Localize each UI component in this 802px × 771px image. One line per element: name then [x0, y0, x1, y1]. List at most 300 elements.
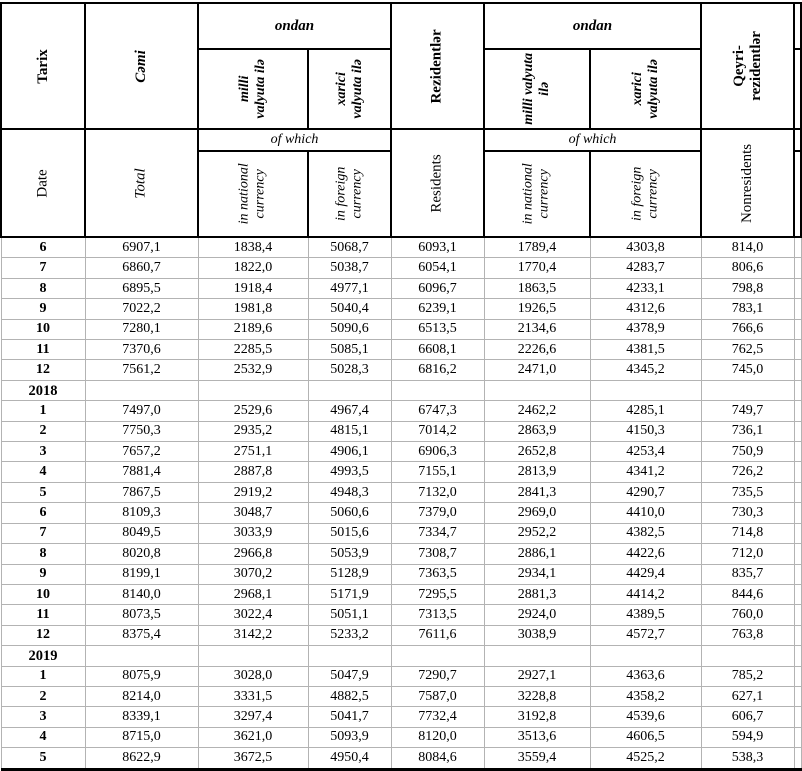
header-for-1-line1: in foreign	[333, 166, 349, 222]
table-row	[1, 666, 801, 686]
cell-value: 4363,6	[590, 666, 701, 686]
cell-value: 4993,5	[308, 462, 391, 482]
cell-value: 4410,0	[590, 503, 701, 523]
header-milli-1-line1: milli	[237, 75, 253, 103]
cell-value: 606,7	[701, 707, 794, 727]
row-label: 12	[1, 625, 85, 645]
table-body	[1, 237, 801, 769]
cell-value: 7308,7	[391, 544, 484, 564]
cutoff-cell	[794, 625, 801, 645]
statistics-table	[0, 2, 802, 771]
header-nat-1-line1: in national	[237, 163, 253, 225]
cell-value: 8020,8	[85, 544, 198, 564]
cutoff-cell	[794, 299, 801, 319]
cutoff-cell	[794, 605, 801, 625]
cutoff-column-header-a	[794, 3, 801, 49]
cell-value: 5085,1	[308, 340, 391, 360]
cell-value: 3297,4	[198, 707, 308, 727]
cell-value: 7363,5	[391, 564, 484, 584]
cell-value: 3331,5	[198, 686, 308, 706]
cell-value	[308, 646, 391, 666]
header-foreign-currency-2	[590, 151, 701, 237]
cell-value	[391, 646, 484, 666]
row-label: 6	[1, 503, 85, 523]
header-date	[1, 129, 85, 237]
cutoff-cell	[794, 380, 801, 400]
cell-value: 2966,8	[198, 544, 308, 564]
cell-value: 736,1	[701, 421, 794, 441]
cell-value: 3038,9	[484, 625, 590, 645]
cell-value: 2134,6	[484, 319, 590, 339]
cell-value: 2934,1	[484, 564, 590, 584]
table-row	[1, 748, 801, 769]
cell-value: 6895,5	[85, 278, 198, 298]
cell-value: 4389,5	[590, 605, 701, 625]
cell-value: 712,0	[701, 544, 794, 564]
row-label: 2	[1, 421, 85, 441]
cutoff-cell	[794, 482, 801, 502]
cell-value: 4358,2	[590, 686, 701, 706]
cell-value: 4906,1	[308, 442, 391, 462]
cell-value: 2841,3	[484, 482, 590, 502]
row-label: 1	[1, 401, 85, 421]
cell-value: 4290,7	[590, 482, 701, 502]
row-label: 4	[1, 727, 85, 747]
header-xarici-1-line2: valyuta ilə	[349, 59, 365, 119]
header-date-label: Date	[34, 168, 51, 198]
cell-value: 5047,9	[308, 666, 391, 686]
cell-value: 2471,0	[484, 360, 590, 380]
cell-value: 5233,2	[308, 625, 391, 645]
header-national-currency-1	[198, 151, 308, 237]
cell-value: 6816,2	[391, 360, 484, 380]
cell-value: 5093,9	[308, 727, 391, 747]
cell-value: 745,0	[701, 360, 794, 380]
cell-value: 4283,7	[590, 258, 701, 278]
cell-value: 7497,0	[85, 401, 198, 421]
cell-value	[590, 380, 701, 400]
header-xarici-1-line1: xarici	[333, 72, 349, 106]
row-label: 2018	[1, 380, 85, 400]
cell-value: 726,2	[701, 462, 794, 482]
cell-value: 3070,2	[198, 564, 308, 584]
cell-value: 749,7	[701, 401, 794, 421]
cell-value: 4378,9	[590, 319, 701, 339]
header-milli-2-line1: milli valyuta	[521, 53, 537, 125]
cell-value: 7334,7	[391, 523, 484, 543]
header-xarici-2-line1: xarici	[629, 72, 645, 106]
cell-value: 7611,6	[391, 625, 484, 645]
cutoff-cell	[794, 360, 801, 380]
cell-value: 2969,0	[484, 503, 590, 523]
cell-value	[198, 380, 308, 400]
cell-value: 6608,1	[391, 340, 484, 360]
cell-value: 3033,9	[198, 523, 308, 543]
cell-value: 4882,5	[308, 686, 391, 706]
header-of-which-1-label: of which	[270, 132, 319, 147]
header-milli-valyuta-2	[484, 49, 590, 129]
cell-value: 6906,3	[391, 442, 484, 462]
cell-value: 2863,9	[484, 421, 590, 441]
cell-value: 4312,6	[590, 299, 701, 319]
cell-value: 844,6	[701, 584, 794, 604]
cutoff-cell	[794, 442, 801, 462]
cell-value: 730,3	[701, 503, 794, 523]
cell-value: 7014,2	[391, 421, 484, 441]
cell-value: 763,8	[701, 625, 794, 645]
cell-value: 5171,9	[308, 584, 391, 604]
cutoff-cell	[794, 686, 801, 706]
header-total-label: Total	[133, 167, 150, 199]
cell-value: 3621,0	[198, 727, 308, 747]
row-label: 11	[1, 605, 85, 625]
cell-value: 6860,7	[85, 258, 198, 278]
cell-value: 3559,4	[484, 748, 590, 769]
year-row	[1, 380, 801, 400]
header-rezidentlar	[391, 3, 484, 129]
cell-value	[308, 380, 391, 400]
cell-value: 4967,4	[308, 401, 391, 421]
cell-value: 4345,2	[590, 360, 701, 380]
header-rezidentlar-label: Rezidentlər	[429, 28, 446, 104]
cell-value: 6093,1	[391, 237, 484, 258]
row-label: 9	[1, 299, 85, 319]
cell-value: 8049,5	[85, 523, 198, 543]
cell-value	[85, 646, 198, 666]
cell-value: 806,6	[701, 258, 794, 278]
cell-value	[590, 646, 701, 666]
cell-value: 8084,6	[391, 748, 484, 769]
cell-value: 735,5	[701, 482, 794, 502]
cell-value: 5041,7	[308, 707, 391, 727]
header-residents-label: Residents	[429, 153, 446, 213]
cell-value: 5038,7	[308, 258, 391, 278]
header-cami	[85, 3, 198, 129]
cell-value: 8109,3	[85, 503, 198, 523]
cell-value: 7881,4	[85, 462, 198, 482]
header-of-which-1	[198, 129, 391, 151]
cutoff-cell	[794, 401, 801, 421]
cell-value	[391, 380, 484, 400]
cell-value: 4525,2	[590, 748, 701, 769]
cell-value: 2189,6	[198, 319, 308, 339]
cutoff-cell	[794, 544, 801, 564]
header-ondan-group-2	[484, 3, 701, 49]
cell-value: 5128,9	[308, 564, 391, 584]
cell-value: 4253,4	[590, 442, 701, 462]
cutoff-column-header-d	[794, 151, 801, 237]
cell-value: 2813,9	[484, 462, 590, 482]
cell-value: 5068,7	[308, 237, 391, 258]
cell-value: 798,8	[701, 278, 794, 298]
cell-value	[701, 646, 794, 666]
cutoff-cell	[794, 707, 801, 727]
cell-value: 5060,6	[308, 503, 391, 523]
scanned-statistics-page	[0, 2, 800, 765]
cell-value: 4381,5	[590, 340, 701, 360]
header-milli-1-line2: valyuta ilə	[253, 59, 268, 119]
row-label: 12	[1, 360, 85, 380]
cell-value: 627,1	[701, 686, 794, 706]
cell-value: 7379,0	[391, 503, 484, 523]
table-row	[1, 278, 801, 298]
header-qeyri-rezidentlar	[701, 3, 794, 129]
cell-value: 4422,6	[590, 544, 701, 564]
cell-value: 8073,5	[85, 605, 198, 625]
cell-value: 2935,2	[198, 421, 308, 441]
cell-value: 7132,0	[391, 482, 484, 502]
cutoff-cell	[794, 523, 801, 543]
year-row	[1, 646, 801, 666]
cell-value: 3228,8	[484, 686, 590, 706]
header-row-en-top	[1, 129, 801, 151]
cutoff-column-header-b	[794, 49, 801, 129]
table-row	[1, 360, 801, 380]
cutoff-cell	[794, 564, 801, 584]
table-row	[1, 605, 801, 625]
row-label: 1	[1, 666, 85, 686]
cell-value: 814,0	[701, 237, 794, 258]
cutoff-cell	[794, 748, 801, 769]
header-tarix-label: Tarix	[34, 48, 51, 84]
cell-value: 1863,5	[484, 278, 590, 298]
cell-value	[484, 380, 590, 400]
cell-value: 5051,1	[308, 605, 391, 625]
cell-value: 2529,6	[198, 401, 308, 421]
cell-value	[701, 380, 794, 400]
cell-value: 1981,8	[198, 299, 308, 319]
cell-value: 714,8	[701, 523, 794, 543]
cell-value: 4977,1	[308, 278, 391, 298]
cell-value: 766,6	[701, 319, 794, 339]
header-nat-1-line2: currency	[253, 169, 268, 219]
cell-value: 3048,7	[198, 503, 308, 523]
cutoff-cell	[794, 319, 801, 339]
cell-value: 8214,0	[85, 686, 198, 706]
row-label: 7	[1, 258, 85, 278]
row-label: 9	[1, 564, 85, 584]
header-ondan-1-label: ondan	[274, 17, 315, 34]
cell-value: 8715,0	[85, 727, 198, 747]
header-cami-label: Cəmi	[133, 49, 150, 83]
table-row	[1, 707, 801, 727]
table-row	[1, 625, 801, 645]
row-label: 3	[1, 707, 85, 727]
header-nonresidents	[701, 129, 794, 237]
header-for-2-line1: in foreign	[629, 166, 645, 222]
cell-value: 3672,5	[198, 748, 308, 769]
cell-value: 4572,7	[590, 625, 701, 645]
table-row	[1, 727, 801, 747]
header-milli-2-line2: ilə	[536, 82, 552, 97]
header-qeyri-line1: Qeyri-	[730, 45, 747, 87]
row-label: 5	[1, 748, 85, 769]
cell-value: 8120,0	[391, 727, 484, 747]
cell-value: 2462,2	[484, 401, 590, 421]
cell-value: 7295,5	[391, 584, 484, 604]
cell-value	[198, 646, 308, 666]
cell-value: 2887,8	[198, 462, 308, 482]
cell-value	[484, 646, 590, 666]
cell-value: 7750,3	[85, 421, 198, 441]
cell-value: 2952,2	[484, 523, 590, 543]
table-row	[1, 237, 801, 258]
cell-value: 7561,2	[85, 360, 198, 380]
row-label: 11	[1, 340, 85, 360]
cell-value: 3513,6	[484, 727, 590, 747]
cell-value: 2968,1	[198, 584, 308, 604]
cell-value: 4303,8	[590, 237, 701, 258]
table-row	[1, 503, 801, 523]
cell-value: 8622,9	[85, 748, 198, 769]
cell-value: 6096,7	[391, 278, 484, 298]
cell-value: 4815,1	[308, 421, 391, 441]
cell-value: 7280,1	[85, 319, 198, 339]
cutoff-cell	[794, 462, 801, 482]
cutoff-cell	[794, 421, 801, 441]
header-total	[85, 129, 198, 237]
header-for-2-line2: currency	[645, 169, 661, 219]
cell-value: 7022,2	[85, 299, 198, 319]
cutoff-cell	[794, 503, 801, 523]
cell-value: 1770,4	[484, 258, 590, 278]
header-milli-valyuta-1	[198, 49, 308, 129]
header-xarici-2-line2: valyuta ilə	[645, 59, 661, 119]
header-of-which-2	[484, 129, 701, 151]
cell-value: 5040,4	[308, 299, 391, 319]
cell-value: 835,7	[701, 564, 794, 584]
cell-value: 1926,5	[484, 299, 590, 319]
cell-value: 6747,3	[391, 401, 484, 421]
cell-value: 3028,0	[198, 666, 308, 686]
cell-value: 2924,0	[484, 605, 590, 625]
cell-value: 8140,0	[85, 584, 198, 604]
cell-value: 5028,3	[308, 360, 391, 380]
cell-value: 5015,6	[308, 523, 391, 543]
cell-value: 2285,5	[198, 340, 308, 360]
table-row	[1, 686, 801, 706]
cell-value: 3022,4	[198, 605, 308, 625]
cell-value: 4233,1	[590, 278, 701, 298]
cell-value: 2919,2	[198, 482, 308, 502]
cell-value: 783,1	[701, 299, 794, 319]
cutoff-cell	[794, 727, 801, 747]
cell-value: 2881,3	[484, 584, 590, 604]
cell-value: 6054,1	[391, 258, 484, 278]
cell-value: 7290,7	[391, 666, 484, 686]
cell-value: 1838,4	[198, 237, 308, 258]
cell-value: 4948,3	[308, 482, 391, 502]
row-label: 7	[1, 523, 85, 543]
cell-value: 4382,5	[590, 523, 701, 543]
cell-value: 7370,6	[85, 340, 198, 360]
cell-value: 4539,6	[590, 707, 701, 727]
cell-value: 4429,4	[590, 564, 701, 584]
cell-value: 2886,1	[484, 544, 590, 564]
cell-value: 785,2	[701, 666, 794, 686]
table-row	[1, 258, 801, 278]
row-label: 10	[1, 319, 85, 339]
header-ondan-group-1	[198, 3, 391, 49]
table-row	[1, 462, 801, 482]
header-foreign-currency-1	[308, 151, 391, 237]
table-row	[1, 340, 801, 360]
table-row	[1, 442, 801, 462]
header-nonresidents-label: Nonresidents	[739, 143, 756, 223]
cutoff-cell	[794, 258, 801, 278]
table-row	[1, 544, 801, 564]
row-label: 3	[1, 442, 85, 462]
header-row-az-top	[1, 3, 801, 49]
row-label: 10	[1, 584, 85, 604]
header-ondan-2-label: ondan	[572, 17, 613, 34]
header-for-1-line2: currency	[349, 169, 365, 219]
cell-value: 6907,1	[85, 237, 198, 258]
cell-value: 2532,9	[198, 360, 308, 380]
cell-value: 538,3	[701, 748, 794, 769]
header-of-which-2-label: of which	[568, 132, 617, 147]
cell-value: 7313,5	[391, 605, 484, 625]
table-row	[1, 523, 801, 543]
cell-value: 6239,1	[391, 299, 484, 319]
cell-value: 5090,6	[308, 319, 391, 339]
cutoff-cell	[794, 237, 801, 258]
cutoff-cell	[794, 646, 801, 666]
cell-value: 5053,9	[308, 544, 391, 564]
row-label: 2	[1, 686, 85, 706]
cell-value: 7867,5	[85, 482, 198, 502]
cell-value: 7155,1	[391, 462, 484, 482]
cell-value: 6513,5	[391, 319, 484, 339]
cell-value: 2751,1	[198, 442, 308, 462]
cell-value: 7587,0	[391, 686, 484, 706]
cell-value: 2927,1	[484, 666, 590, 686]
cell-value: 4285,1	[590, 401, 701, 421]
row-label: 5	[1, 482, 85, 502]
cell-value: 8339,1	[85, 707, 198, 727]
table-row	[1, 299, 801, 319]
cell-value: 760,0	[701, 605, 794, 625]
table-row	[1, 319, 801, 339]
cell-value: 3192,8	[484, 707, 590, 727]
row-label: 8	[1, 544, 85, 564]
cell-value: 8375,4	[85, 625, 198, 645]
cell-value: 4150,3	[590, 421, 701, 441]
cell-value: 8199,1	[85, 564, 198, 584]
header-nat-2-line1: in national	[521, 163, 537, 225]
cutoff-cell	[794, 584, 801, 604]
cell-value: 2652,8	[484, 442, 590, 462]
table-row	[1, 421, 801, 441]
cell-value: 2226,6	[484, 340, 590, 360]
cell-value: 4606,5	[590, 727, 701, 747]
header-qeyri-line2: rezidentlər	[747, 31, 764, 101]
cell-value: 1789,4	[484, 237, 590, 258]
cell-value: 762,5	[701, 340, 794, 360]
cell-value: 7657,2	[85, 442, 198, 462]
cell-value: 750,9	[701, 442, 794, 462]
table-row	[1, 584, 801, 604]
row-label: 2019	[1, 646, 85, 666]
cell-value	[85, 380, 198, 400]
header-xarici-valyuta-2	[590, 49, 701, 129]
cutoff-cell	[794, 278, 801, 298]
cell-value: 7732,4	[391, 707, 484, 727]
cell-value: 4950,4	[308, 748, 391, 769]
table-row	[1, 401, 801, 421]
header-nat-2-line2: currency	[537, 169, 552, 219]
cutoff-cell	[794, 340, 801, 360]
